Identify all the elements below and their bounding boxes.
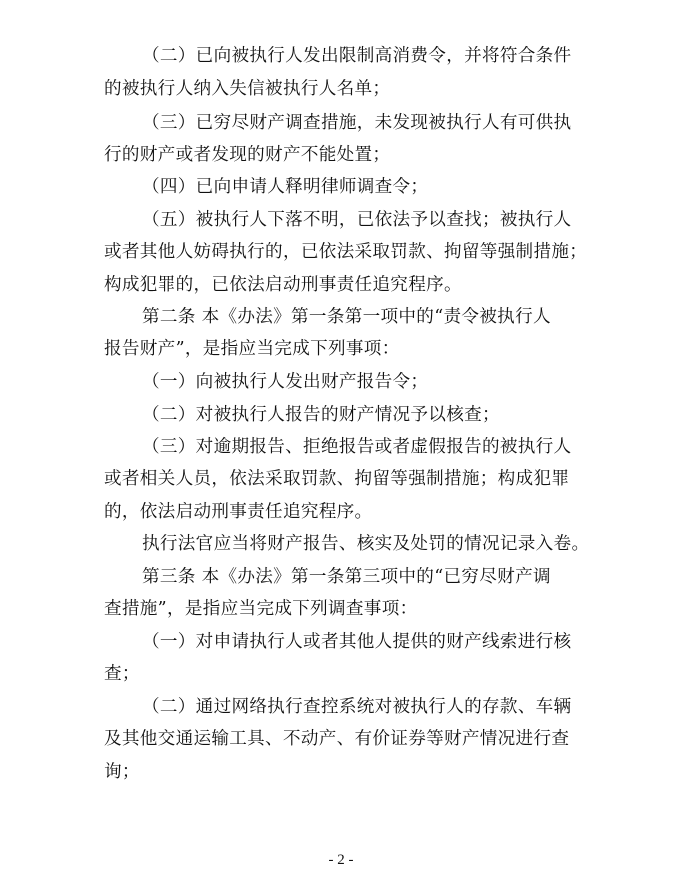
text-line: 的被执行人纳入失信被执行人名单；: [104, 79, 391, 99]
text-line: （三）已穷尽财产调查措施，未发现被执行人有可供执: [142, 113, 572, 133]
text-line: 构成犯罪的，已依法启动刑事责任追究程序。: [104, 275, 462, 295]
text-line: 的，依法启动刑事责任追究程序。: [104, 502, 373, 522]
text-line: 查；: [104, 664, 140, 684]
text-line: 或者相关人员，依法采取罚款、拘留等强制措施；构成犯罪: [104, 469, 570, 489]
text-line: （四）已向申请人释明律师调查令；: [142, 177, 429, 197]
text-line: 询；: [104, 762, 140, 782]
text-line: （二）对被执行人报告的财产情况予以核查；: [142, 405, 500, 425]
text-line: （二）通过网络执行查控系统对被执行人的存款、车辆: [142, 697, 572, 717]
text-line: （五）被执行人下落不明，已依法予以查找；被执行人: [142, 210, 572, 230]
text-line: 第二条 本《办法》第一条第一项中的“责令被执行人: [142, 307, 551, 327]
text-line: 报告财产”，是指应当完成下列事项：: [104, 339, 400, 359]
text-line: （三）对逾期报告、拒绝报告或者虚假报告的被执行人: [142, 437, 572, 457]
text-line: （二）已向被执行人发出限制高消费令，并将符合条件: [142, 46, 572, 66]
text-line: 第三条 本《办法》第一条第三项中的“已穷尽财产调: [142, 567, 551, 587]
text-line: （一）向被执行人发出财产报告令；: [142, 372, 429, 392]
text-line: （一）对申请执行人或者其他人提供的财产线索进行核: [142, 632, 572, 652]
text-line: 及其他交通运输工具、不动产、有价证券等财产情况进行查: [104, 729, 570, 749]
text-line: 行的财产或者发现的财产不能处置；: [104, 145, 391, 165]
text-line: 或者其他人妨碍执行的，已依法采取罚款、拘留等强制措施；: [104, 242, 588, 262]
page-number: - 2 -: [328, 852, 354, 868]
text-line: 执行法官应当将财产报告、核实及处罚的情况记录入卷。: [142, 534, 590, 554]
text-line: 查措施”，是指应当完成下列调查事项：: [104, 599, 418, 619]
